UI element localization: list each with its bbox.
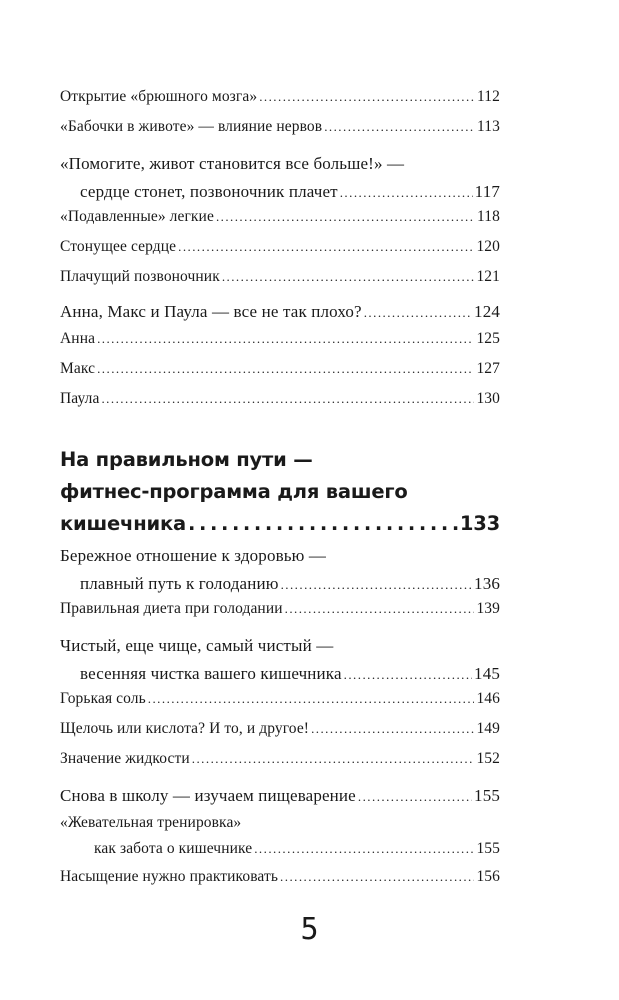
toc-entry-title: Плачущий позвоночник [60,268,220,285]
toc-entry-page: 120 [476,238,500,255]
toc-entry [60,690,500,708]
toc-entry-page: 156 [476,868,500,885]
toc-section-title-line [60,154,500,174]
toc-entry-title: Паула [60,390,100,407]
toc-entry-page: 155 [474,786,500,805]
toc-entry-page: 146 [476,690,500,707]
toc-entry-title: Щелочь или кислота? И то, и другое! [60,720,310,737]
toc-entry [60,360,500,378]
toc-leader-dots [222,269,475,285]
toc-leader-dots [259,89,475,105]
toc-entry-page: 130 [476,390,500,407]
toc-leader-dots [358,789,472,805]
toc-entry-title: Анна, Макс и Паула — все не так плохо? [60,302,362,321]
toc-leader-dots [324,119,475,135]
toc-entry-title: «Подавленные» легкие [60,208,214,225]
toc-leader-dots [340,185,473,201]
toc-entry-page: 113 [477,118,500,135]
toc-entry-title: «Жевательная тренировка» [60,814,242,831]
toc-entry-page: 136 [474,574,500,593]
toc-entry [60,88,500,106]
toc-leader-dots [285,601,475,617]
toc-entry [60,750,500,768]
toc-entry [60,182,500,202]
toc-entry-page: 112 [477,88,500,105]
toc-entry [60,600,500,618]
toc-leader-dots [97,361,474,377]
toc-section-title-line [60,814,500,832]
toc-entry [60,330,500,348]
toc-chapter-title-line [60,480,500,503]
toc-leader-dots [364,305,472,321]
toc-entry-title: Правильная диета при голодании [60,600,283,617]
toc-leader-dots [344,667,472,683]
toc-chapter-title: На правильном пути — [60,448,313,471]
toc-entry-title: Открытие «брюшного мозга» [60,88,258,105]
toc-entry-title: Чистый, еще чище, самый чистый — [60,636,334,655]
toc-entry-title: плавный путь к голоданию [80,574,279,593]
toc-entry [60,720,500,738]
toc-entry-page: 118 [477,208,500,225]
toc-entry-title: Анна [60,330,96,347]
toc-entry [60,574,500,594]
toc-chapter-title: фитнес-программа для вашего [60,480,408,503]
toc-chapter-page: 133 [459,512,500,535]
toc-entry-page: 121 [476,268,500,285]
toc-entry-title: Значение жидкости [60,750,190,767]
toc-chapter-entry [60,512,500,535]
toc-entry-title: как забота о кишечнике [94,840,253,857]
toc-entry-title: Насыщение нужно практиковать [60,868,279,885]
toc-entry-title: «Помогите, живот становится все больше!» — [60,154,405,173]
toc-entry-title: Снова в школу — изучаем пищеварение [60,786,356,805]
toc-entry-title: «Бабочки в животе» — влияние нервов [60,118,323,135]
toc-leader-dots [311,721,474,737]
toc-entry-page: 139 [476,600,500,617]
toc-entry [60,302,500,322]
toc-section-title-line [60,636,500,656]
toc-entry [60,840,500,858]
toc-entry-title: Стонущее сердце [60,238,177,255]
toc-leader-dots [192,751,475,767]
toc-leader-dots [178,239,474,255]
toc-leader-dots [188,512,458,535]
toc-chapter-title: кишечника [60,512,186,535]
toc-leader-dots [281,577,472,593]
toc-entry-page: 145 [474,664,500,683]
toc-entry [60,208,500,226]
toc-entry-page: 125 [476,330,500,347]
toc-entry-title: сердце стонет, позвоночник плачет [80,182,338,201]
toc-entry [60,786,500,806]
toc-entry [60,868,500,886]
toc-entry-page: 127 [476,360,500,377]
toc-leader-dots [216,209,475,225]
toc-entry-title: Горькая соль [60,690,146,707]
toc-entry [60,268,500,286]
toc-entry-page: 152 [476,750,500,767]
toc-entry-title: Бережное отношение к здоровью — [60,546,327,565]
toc-entry-title: Макс [60,360,96,377]
page-number: 5 [300,912,319,947]
toc-entry-page: 155 [476,840,500,857]
toc-chapter-title-line [60,448,500,471]
toc-entry-page: 117 [474,182,500,201]
toc-leader-dots [97,331,474,347]
toc-leader-dots [148,691,475,707]
toc-leader-dots [254,841,474,857]
toc-leader-dots [101,391,474,407]
toc-entry-page: 124 [474,302,500,321]
toc-entry [60,118,500,136]
toc-section-title-line [60,546,500,566]
toc-entry [60,238,500,256]
toc-entry-title: весенняя чистка вашего кишечника [80,664,342,683]
toc-entry [60,664,500,684]
toc-entry-page: 149 [476,720,500,737]
toc-leader-dots [280,869,474,885]
toc-entry [60,390,500,408]
